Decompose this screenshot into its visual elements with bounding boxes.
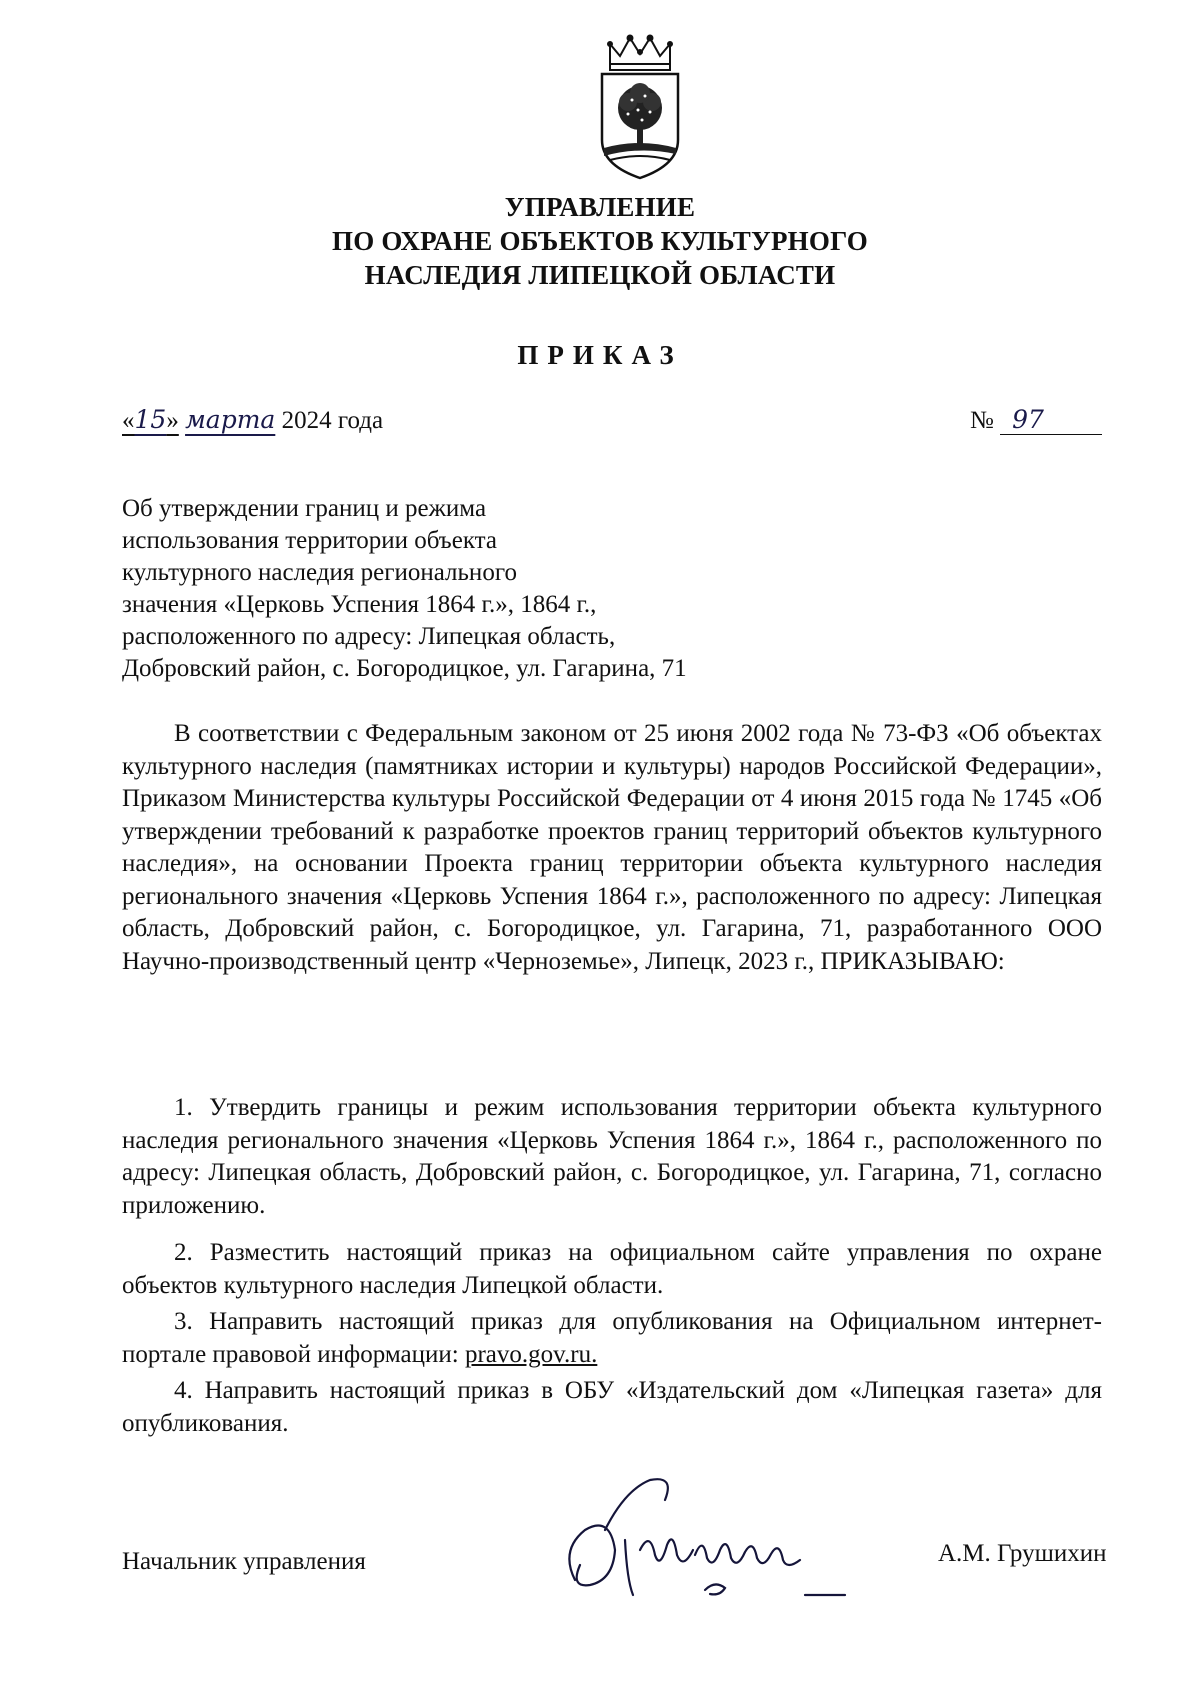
order-item-2: [122, 1237, 1102, 1302]
signatory-position: Начальник управления: [122, 1548, 366, 1575]
order-item-3: [122, 1306, 1102, 1371]
item-3-text: 3. Направить настоящий приказ для опубликования на Официальном интернет-портале правовой информации:: [122, 1308, 1102, 1368]
order-subject: [122, 493, 842, 685]
order-number: [970, 405, 1102, 435]
item-4-text: 4. Направить настоящий приказ в ОБУ «Издательский дом «Липецкая газета» для опубликования.: [122, 1377, 1102, 1437]
preamble-text: В соответствии с Федеральным законом от 25 июня 2002 года № 73-ФЗ «Об объектах культурного наследия (памятниках истории и культуры) народов Российской Федерации», Приказом Министерства культуры Российской Федерации от 4 июня 2015 года № 1745 «Об утверждении требований к разработке проектов границ территорий объектов культурного наследия», на основании Проекта границ территории объекта культурного наследия регионального значения «Церковь Успения 1864 г.», расположенного по адресу: Липецкая область, Добровский район, с. Богородицкое, ул. Гагарина, 71, разработанного ООО Научно-производственный центр «Черноземье», Липецк, 2023 г., ПРИКАЗЫВАЮ:: [122, 720, 1102, 975]
order-item-1: [122, 1092, 1102, 1222]
pravo-link[interactable]: pravo.gov.ru.: [464, 1340, 598, 1368]
signatory-name: А.М. Грушихин: [938, 1540, 1107, 1567]
coat-of-arms-emblem: [590, 30, 690, 190]
order-date: [122, 405, 383, 435]
date-month-handwritten: марта: [185, 405, 276, 434]
org-line-3: НАСЛЕДИЯ ЛИПЕЦКОЙ ОБЛАСТИ: [364, 260, 836, 290]
date-close-quote: »: [166, 407, 179, 434]
date-day-handwritten: 15: [134, 405, 167, 434]
item-3-paragraph: [122, 1306, 1102, 1371]
preamble-paragraph: [122, 718, 1102, 978]
subject-line: использования территории объекта: [122, 527, 497, 554]
organization-name: [0, 190, 1200, 292]
org-line-1: УПРАВЛЕНИЕ: [504, 192, 696, 222]
date-year: 2024 года: [281, 407, 384, 434]
item-1-text: 1. Утвердить границы и режим использования территории объекта культурного наследия регионального значения «Церковь Успения 1864 г.», 1864 г., расположенного по адресу: Липецкая область, Добровский район, с. Богородицкое, ул. Гагарина, 71, согласно приложению.: [122, 1094, 1102, 1219]
document-type-title: ПРИКАЗ: [517, 340, 683, 370]
number-value-handwritten: 97: [1000, 405, 1102, 435]
org-line-2: ПО ОХРАНЕ ОБЪЕКТОВ КУЛЬТУРНОГО: [332, 226, 868, 256]
order-item-4: [122, 1375, 1102, 1440]
subject-line: культурного наследия регионального: [122, 559, 517, 586]
subject-line: значения «Церковь Успения 1864 г.», 1864 г.,: [122, 591, 597, 618]
number-label: №: [970, 407, 994, 434]
date-open-quote: «: [122, 407, 135, 434]
subject-line: Добровский район, с. Богородицкое, ул. Гагарина, 71: [122, 655, 687, 682]
subject-line: Об утверждении границ и режима: [122, 495, 487, 522]
handwritten-signature: [555, 1470, 855, 1610]
item-2-text: 2. Разместить настоящий приказ на официальном сайте управления по охране объектов культурного наследия Липецкой области.: [122, 1239, 1102, 1299]
subject-line: расположенного по адресу: Липецкая область,: [122, 623, 616, 650]
